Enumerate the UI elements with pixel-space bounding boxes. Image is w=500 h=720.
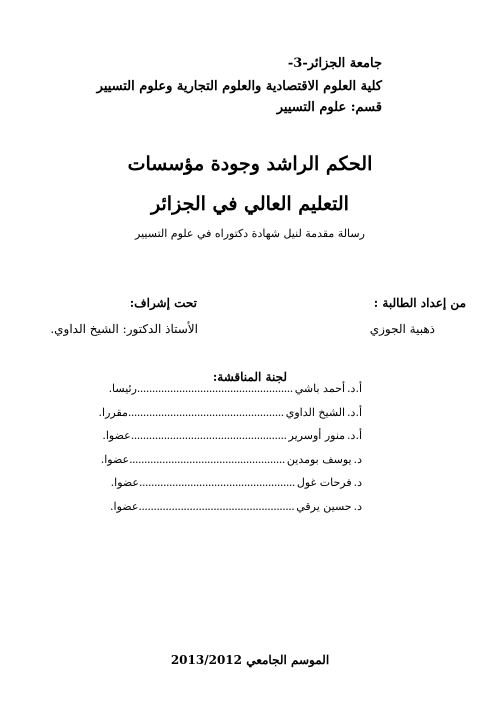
member-role: عضوا. <box>110 476 139 489</box>
committee-member <box>102 429 362 453</box>
committee-heading: لجنة المناقشة: <box>212 370 287 384</box>
member-role: عضوا. <box>100 452 130 466</box>
member-name: منور أوسرير <box>288 429 346 442</box>
faculty-name: كلية العلوم الاقتصادية والعلوم التجارية وعلوم التسيير <box>96 79 382 94</box>
department-name: قسم: علوم التسيير <box>276 100 382 115</box>
member-role: عضوا. <box>102 429 131 442</box>
supervisor-label: تحت إشراف: <box>129 296 197 310</box>
member-role: عضوا. <box>110 499 139 513</box>
university-name: جامعة الجزائر-3- <box>287 56 382 71</box>
dot-leader: .................................................... <box>139 476 295 489</box>
member-name: الشيخ الداوي <box>285 405 346 419</box>
dot-leader: .................................................... <box>127 405 284 419</box>
academic-year <box>0 653 500 667</box>
member-title: د. <box>353 499 362 513</box>
dot-leader: .................................................... <box>136 382 293 395</box>
member-name: يوسف بومدين <box>286 452 352 466</box>
committee-member <box>100 452 362 477</box>
member-name: أحمد باشي <box>294 382 346 395</box>
member-role: مقررا. <box>98 405 128 419</box>
thesis-subtitle: رسالة مقدمة لنيل شهادة دكتوراه في علوم التسيير <box>135 227 365 240</box>
member-title: د. <box>353 476 362 489</box>
member-title: أ.د. <box>347 405 362 419</box>
committee-member <box>98 405 362 430</box>
dot-leader: .................................................... <box>138 499 295 513</box>
supervisor-name: الأستاذ الدكتور: الشيخ الداوي. <box>50 322 198 336</box>
academic-year-value: 2013/2012 <box>170 653 243 667</box>
thesis-title-line-1: الحكم الراشد وجودة مؤسسات <box>127 153 373 175</box>
dot-leader: .................................................... <box>129 452 285 466</box>
member-name: حسين يرقي <box>296 499 352 513</box>
student-label: من إعداد الطالبة : <box>373 296 466 310</box>
member-name: فرحات غول <box>296 476 352 489</box>
member-title: د. <box>353 452 362 466</box>
dot-leader: .................................................... <box>130 429 287 442</box>
academic-year-label: الموسم الجامعي <box>246 653 330 667</box>
member-role: رئيسا. <box>108 382 137 395</box>
thesis-title-line-2: التعليم العالي في الجزائر <box>151 193 349 215</box>
committee-member <box>110 476 362 500</box>
committee-member <box>108 382 362 406</box>
committee-list <box>98 382 362 523</box>
member-title: أ.د. <box>347 429 362 442</box>
member-title: أ.د. <box>347 382 362 395</box>
student-name: ذهبية الجوزي <box>369 322 435 336</box>
committee-member <box>110 499 362 524</box>
